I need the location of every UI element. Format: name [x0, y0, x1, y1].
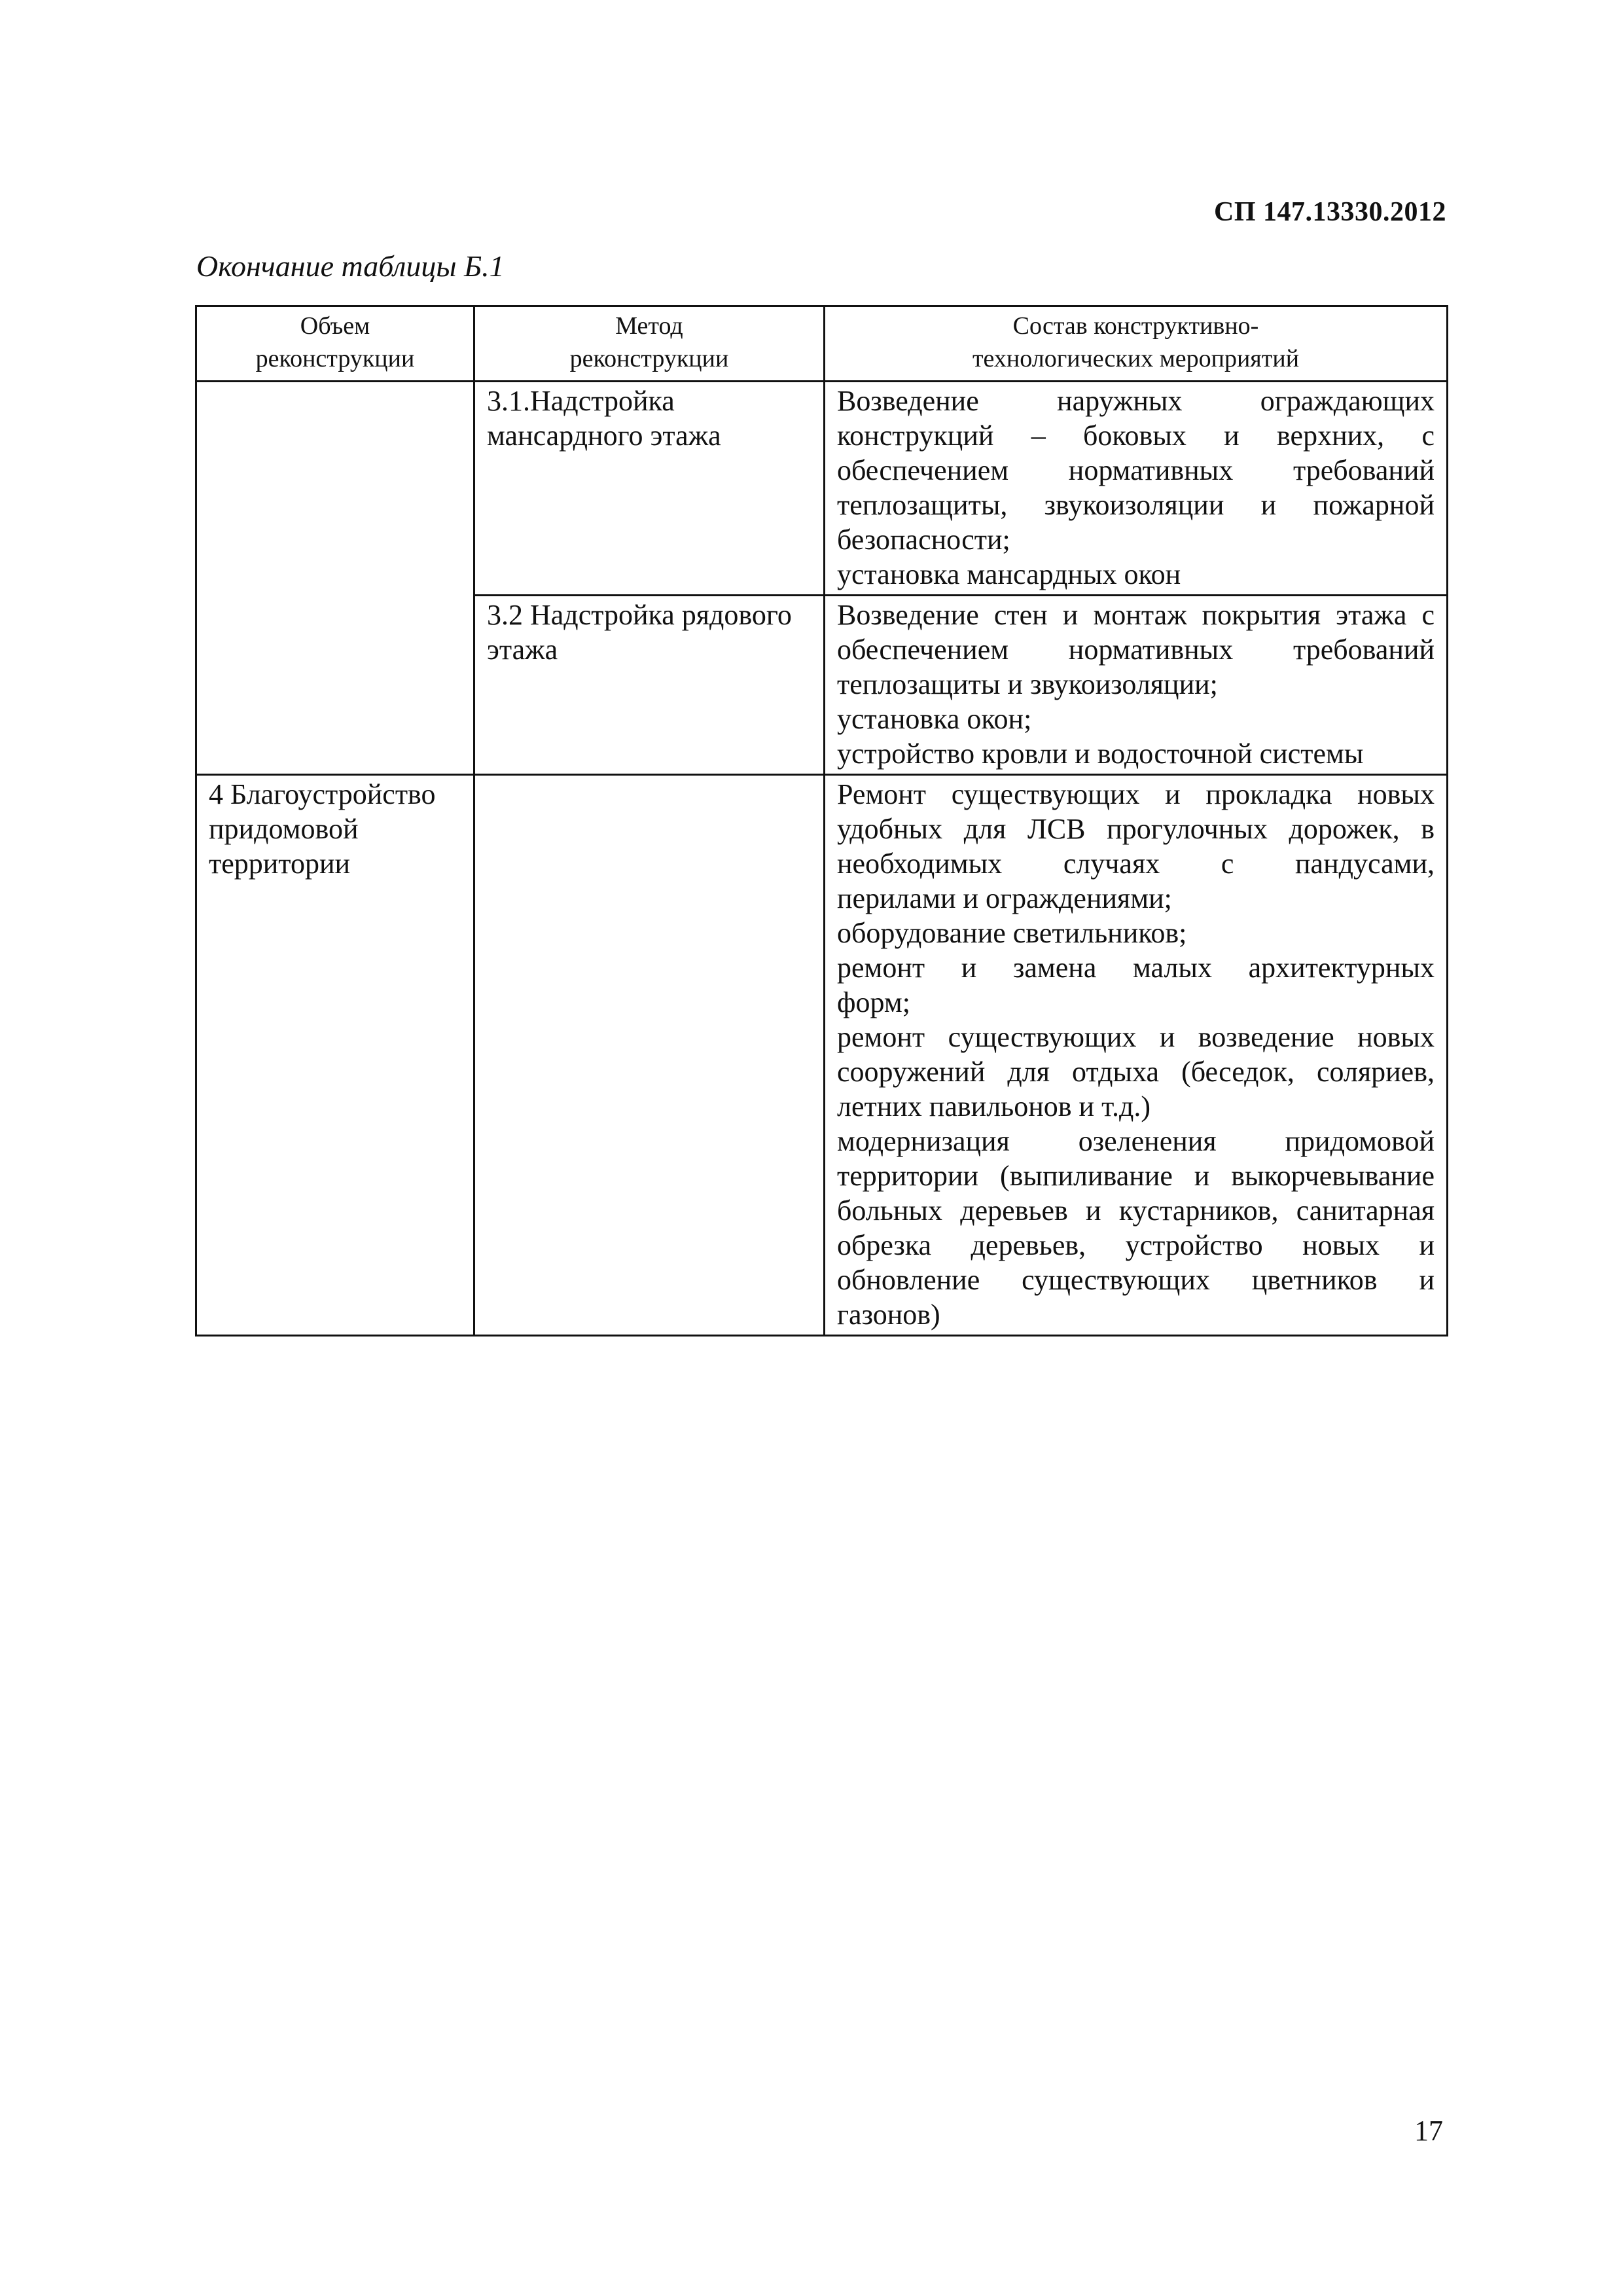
- content-line: форм;: [837, 986, 910, 1018]
- method-line: 3.1.Надстройка: [487, 385, 675, 417]
- content-line: модернизация озеленения придомовой: [837, 1125, 1435, 1157]
- content-line: удобных для ЛСВ прогулочных дорожек, в: [837, 813, 1435, 845]
- content-line: обрезка деревьев, устройство новых и: [837, 1229, 1435, 1261]
- content-line: обеспечением нормативных требований: [837, 454, 1435, 486]
- content-line: конструкций – боковых и верхних, с: [837, 420, 1435, 452]
- header-volume-line: Объем: [300, 312, 370, 340]
- content-line: больных деревьев и кустарников, санитарная: [837, 1194, 1435, 1227]
- volume-cell: [196, 775, 474, 1336]
- content-line: сооружений для отдыха (беседок, соляриев,: [837, 1056, 1435, 1088]
- content-line: необходимых случаях с пандусами,: [837, 848, 1435, 880]
- header-content: [825, 306, 1448, 382]
- content-line: Возведение наружных ограждающих: [837, 385, 1435, 417]
- content-line: обеспечением нормативных требований: [837, 634, 1435, 666]
- method-cell: [474, 596, 825, 775]
- table-header-row: [196, 306, 1448, 382]
- method-cell-empty: [474, 775, 825, 1336]
- header-volume-line: реконструкции: [255, 345, 415, 372]
- content-line: перилами и ограждениями;: [837, 882, 1172, 914]
- content-cell: [825, 775, 1448, 1336]
- page-number: 17: [1414, 2115, 1443, 2147]
- content-line: территории (выпиливание и выкорчевывание: [837, 1160, 1435, 1192]
- header-method: [474, 306, 825, 382]
- method-line: этажа: [487, 634, 558, 666]
- content-line: Возведение стен и монтаж покрытия этажа с: [837, 599, 1435, 631]
- content-line: устройство кровли и водосточной системы: [837, 738, 1364, 770]
- reconstruction-table: [195, 305, 1448, 1336]
- header-content-line: технологических мероприятий: [972, 345, 1300, 372]
- content-line: газонов): [837, 1299, 940, 1331]
- content-line: ремонт и замена малых архитектурных: [837, 952, 1435, 984]
- table-row: [196, 382, 1448, 596]
- content-line: летних павильонов и т.д.): [837, 1090, 1151, 1122]
- content-cell: [825, 596, 1448, 775]
- content-line: безопасности;: [837, 524, 1010, 556]
- header-volume: [196, 306, 474, 382]
- volume-cell-empty: [196, 382, 474, 775]
- document-code: СП 147.13330.2012: [1214, 197, 1446, 227]
- content-line: теплозащиты, звукоизоляции и пожарной: [837, 489, 1435, 521]
- content-line: установка окон;: [837, 703, 1032, 735]
- volume-line: территории: [209, 848, 351, 880]
- header-content-line: Состав конструктивно-: [1012, 312, 1259, 340]
- header-method-line: реконструкции: [569, 345, 729, 372]
- table-row: [196, 775, 1448, 1336]
- table-caption: Окончание таблицы Б.1: [196, 249, 505, 283]
- content-line: Ремонт существующих и прокладка новых: [837, 778, 1435, 810]
- content-line: оборудование светильников;: [837, 917, 1187, 949]
- content-line: ремонт существующих и возведение новых: [837, 1021, 1435, 1053]
- content-line: установка мансардных окон: [837, 558, 1181, 590]
- content-line: теплозащиты и звукоизоляции;: [837, 668, 1218, 700]
- volume-line: придомовой: [209, 813, 359, 845]
- volume-line: 4 Благоустройство: [209, 778, 436, 810]
- method-line: 3.2 Надстройка рядового: [487, 599, 792, 631]
- content-line: обновление существующих цветников и: [837, 1264, 1435, 1296]
- method-line: мансардного этажа: [487, 420, 721, 452]
- header-method-line: Метод: [615, 312, 683, 340]
- method-cell: [474, 382, 825, 596]
- content-cell: [825, 382, 1448, 596]
